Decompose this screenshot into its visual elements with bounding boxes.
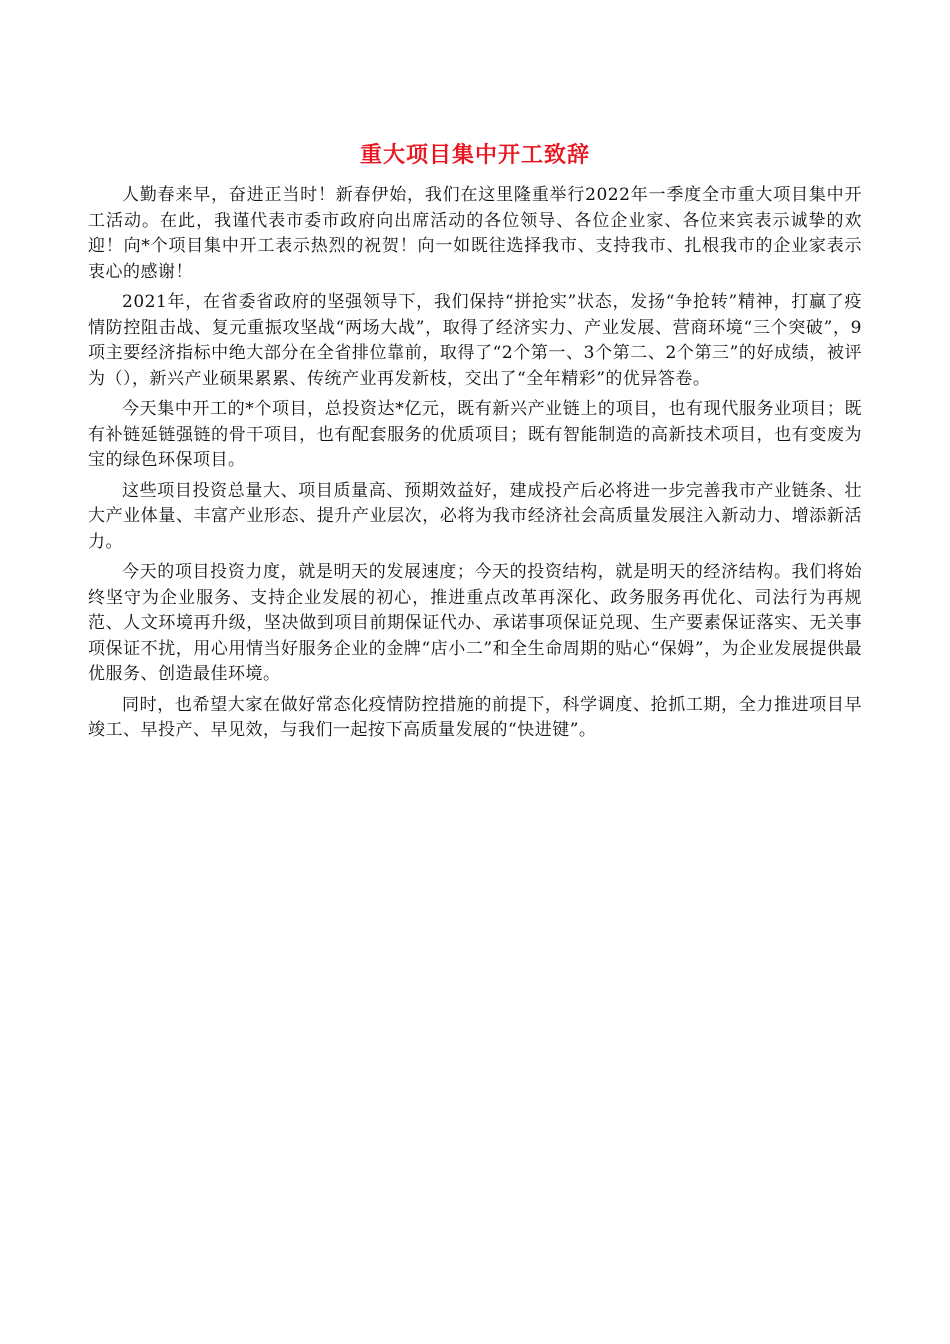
paragraph-1: 人勤春来早，奋进正当时！新春伊始，我们在这里隆重举行2022年一季度全市重大项目集中开工活动。在此，我谨代表市委市政府向出席活动的各位领导、各位企业家、各位来宾表示诚挚的欢迎！向*个项目集中开工表示热烈的祝贺！向一如既往选择我市、支持我市、扎根我市的企业家表示衷心的感谢！ <box>88 185 862 282</box>
paragraph-3: 今天集中开工的*个项目，总投资达*亿元，既有新兴产业链上的项目，也有现代服务业项目；既有补链延链强链的骨干项目，也有配套服务的优质项目；既有智能制造的高新技术项目，也有变废为宝的绿色环保项目。 <box>88 399 862 470</box>
document-title: 重大项目集中开工致辞 <box>359 142 590 168</box>
document-body <box>88 183 862 749</box>
paragraph-4: 这些项目投资总量大、项目质量高、预期效益好，建成投产后必将进一步完善我市产业链条、壮大产业体量、丰富产业形态、提升产业层次，必将为我市经济社会高质量发展注入新动力、增添新活力。 <box>88 480 862 552</box>
paragraph-2: 2021年，在省委省政府的坚强领导下，我们保持“拼抢实”状态，发扬“争抢转”精神，打赢了疫情防控阻击战、复元重振攻坚战“两场大战”，取得了经济实力、产业发展、营商环境“三个突破”，9项主要经济指标中绝大部分在全省排位靠前，取得了“2个第一、3个第二、2个第三”的好成绩，被评为（），新兴产业硕果累累、传统产业再发新枝，交出了“全年精彩”的优异答卷。 <box>88 292 862 389</box>
paragraph-5: 今天的项目投资力度，就是明天的发展速度；今天的投资结构，就是明天的经济结构。我们将始终坚守为企业服务、支持企业发展的初心，推进重点改革再深化、政务服务再优化、司法行为再规范、人文环境再升级，坚决做到项目前期保证代办、承诺事项保证兑现、生产要素保证落实、无关事项保证不扰，用心用情当好服务企业的金牌“店小二”和全生命周期的贴心“保姆”，为企业发展提供最优服务、创造最佳环境。 <box>88 562 862 684</box>
paragraph-6: 同时，也希望大家在做好常态化疫情防控措施的前提下，科学调度、抢抓工期，全力推进项目早竣工、早投产、早见效，与我们一起按下高质量发展的“快进键”。 <box>88 694 862 740</box>
